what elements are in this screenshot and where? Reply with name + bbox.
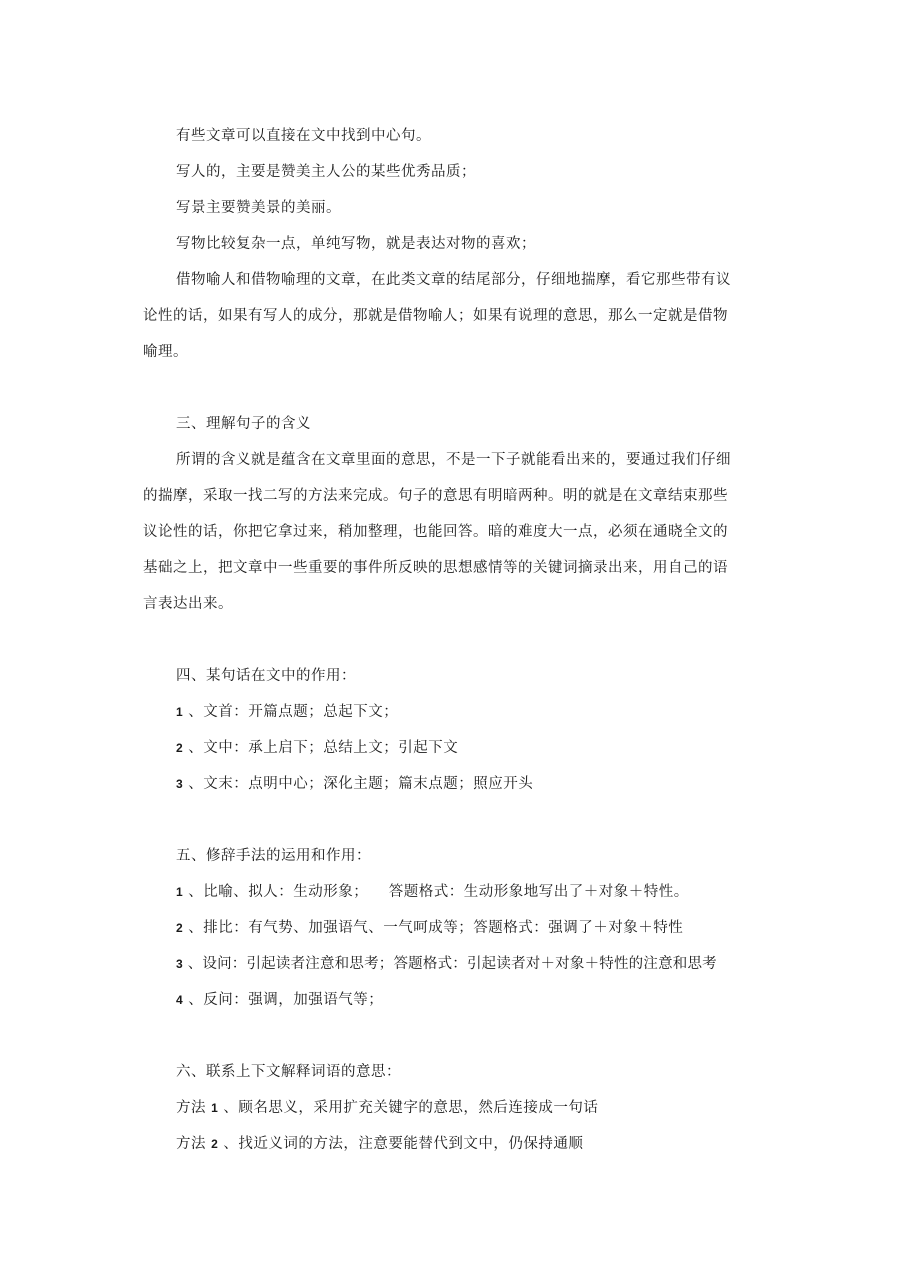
item-number: 3 <box>176 777 184 791</box>
section-heading: 四、某句话在文中的作用： <box>176 668 356 684</box>
paragraph-line: 所谓的含义就是蕴含在文章里面的意思，不是一下子就能看出来的，要通过我们仔细 <box>176 452 731 468</box>
spacer <box>143 802 773 838</box>
item-prefix: 方法 <box>176 1100 206 1116</box>
item-text: 、顾名思义，采用扩充关键字的意思，然后连接成一句话 <box>223 1100 599 1116</box>
item-prefix: 方法 <box>176 1136 206 1152</box>
document-page <box>143 118 773 1162</box>
item-number: 3 <box>176 957 183 971</box>
section3-paragraph <box>143 442 773 622</box>
list-item <box>143 730 773 766</box>
item-text: 、文末：点明中心；深化主题；篇末点题；照应开头 <box>188 776 534 792</box>
spacer <box>143 370 773 406</box>
intro-paragraph <box>143 262 773 370</box>
list-item <box>143 982 773 1018</box>
item-text: 、文中：承上启下；总结上文；引起下文 <box>188 740 459 756</box>
list-item <box>143 946 773 982</box>
item-number: 1 <box>176 885 184 899</box>
item-number: 2 <box>176 921 184 935</box>
paragraph-line: 基础之上，把文章中一些重要的事件所反映的思想感情等的关键词摘录出来，用自己的语 <box>143 560 728 576</box>
list-item <box>143 1126 773 1162</box>
paragraph-line: 的揣摩，采取一找二写的方法来完成。句子的意思有明暗两种。明的就是在文章结束那些 <box>143 488 728 504</box>
section-heading: 三、理解句子的含义 <box>176 416 311 432</box>
intro-line: 有些文章可以直接在文中找到中心句。 <box>176 128 431 144</box>
list-item <box>143 766 773 802</box>
list-item <box>143 1090 773 1126</box>
spacer <box>143 1018 773 1054</box>
item-text: 、排比：有气势、加强语气、一气呵成等；答题格式：强调了＋对象＋特性 <box>188 920 684 936</box>
paragraph-line: 言表达出来。 <box>143 596 233 612</box>
intro-line: 写人的，主要是赞美主人公的某些优秀品质； <box>176 164 476 180</box>
item-number: 2 <box>176 741 184 755</box>
item-number: 1 <box>211 1101 219 1115</box>
list-item <box>143 910 773 946</box>
spacer <box>143 622 773 658</box>
item-number: 2 <box>211 1137 219 1151</box>
item-text: 、反问：强调，加强语气等； <box>188 992 384 1008</box>
intro-line: 写物比较复杂一点，单纯写物，就是表达对物的喜欢； <box>176 236 536 252</box>
paragraph-line: 借物喻人和借物喻理的文章，在此类文章的结尾部分，仔细地揣摩，看它那些带有议 <box>176 272 731 288</box>
section-heading: 六、联系上下文解释词语的意思： <box>176 1064 401 1080</box>
paragraph-line: 喻理。 <box>143 344 188 360</box>
list-item <box>143 874 773 910</box>
intro-line: 写景主要赞美景的美丽。 <box>176 200 341 216</box>
paragraph-line: 论性的话，如果有写人的成分，那就是借物喻人；如果有说理的意思，那么一定就是借物 <box>143 308 728 324</box>
list-item <box>143 694 773 730</box>
item-text: 、文首：开篇点题；总起下文； <box>188 704 399 720</box>
section-heading: 五、修辞手法的运用和作用： <box>176 848 371 864</box>
item-text: 、找近义词的方法，注意要能替代到文中，仍保持通顺 <box>223 1136 584 1152</box>
paragraph-line: 议论性的话，你把它拿过来，稍加整理，也能回答。暗的难度大一点，必须在通晓全文的 <box>143 524 728 540</box>
item-text: 、设问：引起读者注意和思考；答题格式：引起读者对＋对象＋特性的注意和思考 <box>187 956 717 972</box>
item-number: 4 <box>176 993 184 1007</box>
item-number: 1 <box>176 705 184 719</box>
item-text: 、比喻、拟人：生动形象； 答题格式：生动形象地写出了＋对象＋特性。 <box>188 884 689 900</box>
